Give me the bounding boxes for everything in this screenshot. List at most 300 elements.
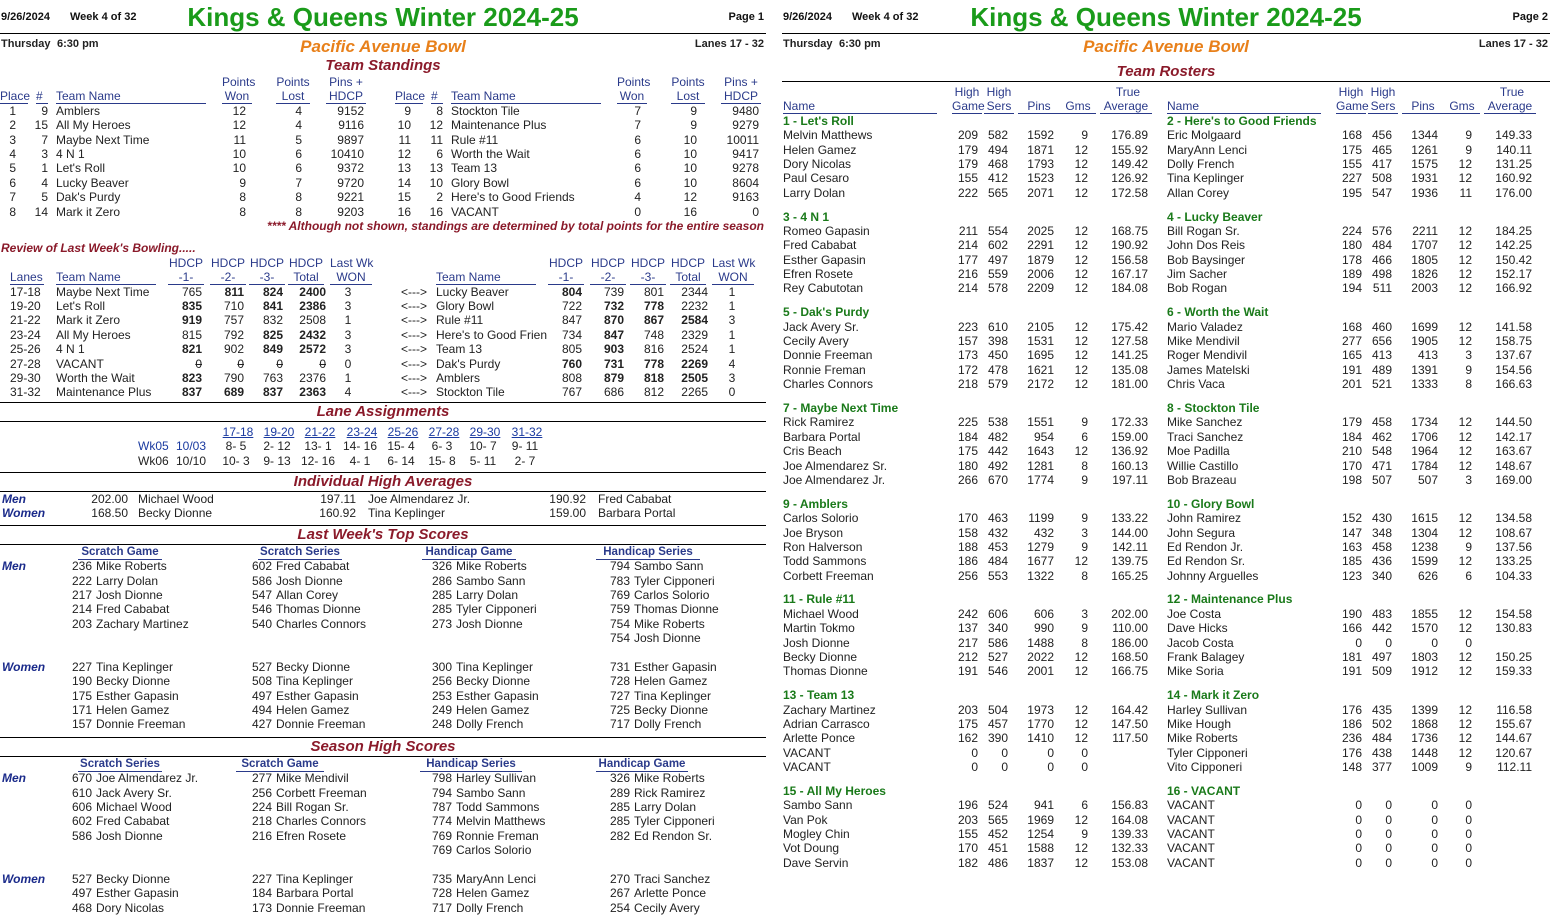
- high-game: 222: [957, 185, 978, 200]
- game2: 790: [223, 371, 244, 386]
- high-series: 579: [987, 377, 1008, 392]
- games: 12: [1074, 855, 1088, 870]
- player-name: Charles Connors: [783, 377, 874, 392]
- true-average: 126.92: [1111, 171, 1148, 186]
- true-average: 164.08: [1111, 812, 1148, 827]
- games: 12: [1074, 252, 1088, 267]
- roster-player-row: [782, 186, 1550, 200]
- true-average: 144.00: [1111, 525, 1148, 540]
- true-average: 130.83: [1495, 621, 1532, 636]
- standings-row: [0, 205, 766, 219]
- high-series: 462: [1371, 429, 1392, 444]
- spacer: [782, 583, 1550, 592]
- season-high-scores: [0, 756, 766, 915]
- bowler-name: Harley Sullivan: [456, 771, 537, 786]
- matchup: 9- 11: [511, 439, 539, 454]
- high-game: 218: [957, 377, 978, 392]
- men-score-row: [0, 786, 766, 800]
- high-game: 242: [957, 606, 978, 621]
- game1: 815: [181, 327, 202, 342]
- game3: 812: [643, 385, 664, 400]
- pins: 1391: [1411, 362, 1438, 377]
- true-average: 167.17: [1111, 267, 1148, 282]
- won-header: Won: [222, 89, 252, 104]
- score: 285: [431, 587, 452, 602]
- average: 197.11: [320, 491, 356, 506]
- bowler-name: Sambo Sann: [456, 785, 526, 800]
- roster-player-row: [782, 746, 1550, 760]
- high-series: 450: [987, 348, 1008, 363]
- men-label: Men: [2, 771, 26, 786]
- bowler-name: Larry Dolan: [634, 800, 697, 815]
- header-divider: [782, 33, 1550, 34]
- pins: 0: [1431, 841, 1438, 856]
- high-series: 458: [1371, 415, 1392, 430]
- points-won: 7: [634, 103, 641, 118]
- points-won: 10: [232, 161, 246, 176]
- report-date: 9/26/2024: [1, 11, 50, 23]
- game2-header: -2-: [210, 270, 246, 285]
- total: 2584: [681, 313, 708, 328]
- place: 3: [9, 132, 16, 147]
- team-name-row: [782, 688, 1550, 702]
- lane-pair: 31-32: [10, 385, 41, 400]
- pins: 507: [1417, 472, 1438, 487]
- roster-player-row: [782, 664, 1550, 678]
- points-lost: 4: [295, 103, 302, 118]
- bowler-name: Becky Dionne: [96, 871, 171, 886]
- games: 9: [1081, 128, 1088, 143]
- hdcp-header: HDCP: [288, 255, 323, 270]
- true-average: 127.58: [1111, 334, 1148, 349]
- lane-pair-link: 31-32: [511, 424, 543, 439]
- team-name: 10 - Glory Bowl: [1167, 496, 1255, 511]
- high-game: 173: [957, 348, 978, 363]
- bowler-name: Esther Gapasin: [96, 886, 179, 901]
- team-name: 9 - Amblers: [783, 496, 848, 511]
- high-series: 497: [987, 252, 1008, 267]
- average: 190.92: [549, 491, 586, 506]
- women-score-row: [0, 901, 766, 915]
- standings-row: [0, 118, 766, 132]
- bowling-center: Pacific Avenue Bowl: [1083, 37, 1249, 56]
- score: 546: [251, 602, 272, 617]
- game3-header: -3-: [630, 270, 666, 285]
- team-number: 3: [41, 146, 48, 161]
- high-game: 148: [1341, 760, 1362, 775]
- high-series: 390: [987, 731, 1008, 746]
- men-high-average-row: [0, 492, 766, 506]
- true-average: 110.00: [1112, 621, 1148, 636]
- pins: 2003: [1411, 281, 1438, 296]
- team-name: 14 - Mark it Zero: [1167, 688, 1260, 703]
- high-series: 438: [1371, 745, 1392, 760]
- bowler-name: Mike Roberts: [634, 616, 705, 631]
- pins: 1599: [1411, 554, 1438, 569]
- place: 16: [397, 204, 411, 219]
- team-number: 10: [429, 175, 443, 190]
- games: 12: [1458, 171, 1472, 186]
- games: 12: [1074, 223, 1088, 238]
- bowler-name: Mike Roberts: [456, 559, 527, 574]
- men-score-row: [0, 814, 766, 828]
- score: 218: [251, 814, 272, 829]
- high-game: 189: [1341, 267, 1362, 282]
- game1: 722: [561, 299, 582, 314]
- team-name: 12 - Maintenance Plus: [1167, 592, 1293, 607]
- true-average: 175.42: [1111, 319, 1148, 334]
- team-name-row: [782, 784, 1550, 798]
- score: 725: [609, 703, 630, 718]
- high-series: 456: [1371, 128, 1392, 143]
- hdcp-header: HDCP: [630, 255, 665, 270]
- high-game: 170: [957, 511, 978, 526]
- true-average: 186.00: [1111, 635, 1148, 650]
- true-average: 176.89: [1111, 128, 1148, 143]
- points-lost: 8: [295, 204, 302, 219]
- game3-header: -3-: [249, 270, 285, 285]
- high-game: 168: [1341, 128, 1362, 143]
- high-game: 172: [957, 362, 978, 377]
- average-header: Average: [1100, 99, 1152, 114]
- roster-player-row: [782, 143, 1550, 157]
- true-average: 117.50: [1112, 731, 1148, 746]
- pins: 1523: [1027, 171, 1054, 186]
- high-series: 527: [987, 650, 1008, 665]
- standings-note: **** Although not shown, standings are determined by total points for the entire season: [267, 218, 764, 233]
- bowler-name: Fred Cababat: [276, 559, 350, 574]
- high-game: 184: [957, 429, 978, 444]
- men-score-row: [0, 559, 766, 573]
- high-game: 123: [1341, 568, 1362, 583]
- high-game: 177: [957, 252, 978, 267]
- games: 12: [1074, 554, 1088, 569]
- true-average: 120.67: [1495, 745, 1532, 760]
- high-game: 158: [957, 525, 978, 540]
- score: 203: [71, 616, 92, 631]
- true-average: 202.00: [1111, 606, 1148, 621]
- place: 5: [9, 161, 16, 176]
- games: 0: [1081, 760, 1088, 775]
- pins: 2071: [1027, 185, 1054, 200]
- high-game: 217: [957, 635, 978, 650]
- lanes-header: Lanes: [10, 270, 43, 285]
- high-series: 576: [1371, 223, 1392, 238]
- hdcp-header: HDCP: [721, 89, 761, 104]
- games: 12: [1074, 650, 1088, 665]
- game2: 731: [603, 356, 624, 371]
- games: 12: [1458, 223, 1472, 238]
- score: 547: [251, 587, 272, 602]
- bowler-name: Ronnie Freman: [456, 828, 539, 843]
- page-number: Page 1: [728, 11, 764, 23]
- pins: 0: [1047, 745, 1054, 760]
- high-header: High: [1338, 85, 1364, 99]
- versus-arrow: <--->: [400, 299, 427, 314]
- matchup: 10- 3: [222, 453, 250, 468]
- score: 227: [71, 659, 92, 674]
- player-name: Todd Sammons: [783, 554, 867, 569]
- true-average: 134.58: [1495, 511, 1532, 526]
- player-name: Larry Dolan: [783, 185, 846, 200]
- games: 12: [1458, 731, 1472, 746]
- points-lost: 5: [295, 132, 302, 147]
- high-series: 486: [987, 855, 1008, 870]
- true-average: 154.56: [1495, 362, 1532, 377]
- true-average: 172.33: [1111, 415, 1148, 430]
- standings-header-top: [0, 75, 766, 89]
- score: 783: [609, 573, 630, 588]
- pins: 1281: [1027, 458, 1054, 473]
- team-name: Stockton Tile: [451, 103, 520, 118]
- points-lost: 6: [295, 146, 302, 161]
- pins-hdcp: 9152: [337, 103, 364, 118]
- high-game: 214: [957, 281, 978, 296]
- team-name-row: [782, 592, 1550, 606]
- team-name: Rule #11: [451, 132, 499, 147]
- score: 282: [609, 828, 630, 843]
- true-average: 144.67: [1495, 731, 1532, 746]
- player-name: Jack Avery Sr.: [783, 319, 859, 334]
- pins-hdcp: 9203: [337, 204, 364, 219]
- score: 285: [609, 814, 630, 829]
- pins: 0: [1431, 798, 1438, 813]
- women-score-row: [0, 689, 766, 703]
- won-header: WON: [330, 270, 372, 285]
- games: 12: [1458, 664, 1472, 679]
- score: 497: [251, 688, 272, 703]
- games: 12: [1458, 650, 1472, 665]
- bowler-name: Zachary Martinez: [96, 616, 189, 631]
- bowler-name: Tyler Cipponeri: [456, 602, 537, 617]
- high-game: 155: [957, 827, 978, 842]
- player-name: Mario Valadez: [1167, 319, 1243, 334]
- pins: 1254: [1027, 827, 1054, 842]
- high-game: 195: [1341, 185, 1362, 200]
- player-name: Paul Cesaro: [783, 171, 850, 186]
- pins: 1399: [1411, 702, 1438, 717]
- true-average: 158.75: [1495, 334, 1532, 349]
- player-name: Eric Molgaard: [1167, 128, 1242, 143]
- lane-week-row: [0, 454, 766, 468]
- high-game: 176: [1341, 745, 1362, 760]
- team-number: 6: [436, 146, 443, 161]
- high-series: 398: [987, 334, 1008, 349]
- true-header: True: [1115, 85, 1141, 99]
- player-name: Jim Sacher: [1167, 267, 1228, 282]
- bowler-name: Barbara Portal: [598, 506, 676, 521]
- score: 586: [251, 573, 272, 588]
- high-game: 157: [957, 334, 978, 349]
- pins: 1973: [1027, 702, 1054, 717]
- total: 2508: [299, 313, 326, 328]
- game1: 919: [181, 313, 202, 328]
- score: 273: [431, 616, 452, 631]
- pins-hdcp: 8604: [732, 175, 759, 190]
- game1: 847: [561, 313, 582, 328]
- high-series: 451: [987, 841, 1008, 856]
- true-average: 181.00: [1111, 377, 1148, 392]
- high-game: 188: [957, 539, 978, 554]
- high-series: 497: [1371, 650, 1392, 665]
- bowler-name: Melvin Matthews: [456, 814, 546, 829]
- points-won: 8: [239, 204, 246, 219]
- pins-hdcp: 9720: [337, 175, 364, 190]
- true-average: 139.75: [1111, 554, 1148, 569]
- player-name: Adrian Carrasco: [783, 716, 870, 731]
- high-series: 478: [987, 362, 1008, 377]
- true-average: 132.33: [1111, 841, 1148, 856]
- high-game: 196: [957, 798, 978, 813]
- score: 254: [609, 900, 630, 915]
- bowler-name: Tina Keplinger: [634, 688, 711, 703]
- matchup: 9- 13: [263, 453, 291, 468]
- team-name: Maintenance Plus: [56, 385, 152, 400]
- team-name: Mark it Zero: [56, 313, 121, 328]
- pins: 1969: [1027, 812, 1054, 827]
- true-average: 176.00: [1495, 185, 1532, 200]
- games: 12: [1458, 554, 1472, 569]
- games: 12: [1458, 444, 1472, 459]
- high-game: 186: [957, 554, 978, 569]
- men-score-row: [0, 574, 766, 588]
- team-name: 4 N 1: [56, 146, 85, 161]
- points-lost: 10: [683, 175, 697, 190]
- high-game: 0: [1355, 855, 1362, 870]
- score: 497: [71, 886, 92, 901]
- high-game: 147: [1341, 525, 1362, 540]
- player-name: MaryAnn Lenci: [1167, 142, 1248, 157]
- team-number: 16: [429, 204, 443, 219]
- games: 9: [1081, 621, 1088, 636]
- average: 160.92: [319, 506, 356, 521]
- bowler-name: Mike Roberts: [96, 559, 167, 574]
- roster-player-row: [782, 128, 1550, 142]
- player-name: Bob Baysinger: [1167, 252, 1246, 267]
- pins: 1805: [1411, 252, 1438, 267]
- points-lost: 16: [683, 204, 697, 219]
- games: 8: [1081, 635, 1088, 650]
- high-series: 507: [1371, 472, 1392, 487]
- pins: 1793: [1027, 156, 1054, 171]
- high-series: 670: [987, 472, 1008, 487]
- player-name: VACANT: [783, 745, 831, 760]
- review-table: [0, 256, 766, 400]
- points-lost: 10: [683, 132, 697, 147]
- high-series: 465: [1371, 142, 1392, 157]
- points-won: 12: [232, 118, 246, 133]
- won: 1: [728, 342, 736, 357]
- last-week-header: Last Wk: [330, 255, 374, 270]
- player-name: VACANT: [1167, 798, 1215, 813]
- hdcp-header: HDCP: [168, 255, 203, 270]
- score: 256: [251, 785, 272, 800]
- pins: 1936: [1411, 185, 1438, 200]
- bowler-name: Allan Corey: [276, 587, 339, 602]
- score-column-header: Handicap Series: [420, 757, 522, 772]
- team-number: 9: [41, 103, 48, 118]
- score: 175: [71, 688, 92, 703]
- game1: 765: [181, 284, 202, 299]
- week-label: Wk05: [138, 439, 169, 454]
- won: 3: [344, 299, 352, 314]
- games: 0: [1465, 798, 1472, 813]
- pins: 1615: [1411, 511, 1438, 526]
- top-scores-title: Last Week's Top Scores: [0, 525, 766, 544]
- score: 214: [71, 602, 92, 617]
- games: 12: [1074, 319, 1088, 334]
- high-game: 216: [957, 267, 978, 282]
- pins: 413: [1417, 348, 1438, 363]
- hdcp-header: HDCP: [326, 89, 366, 104]
- high-series: 509: [1371, 664, 1392, 679]
- games: 0: [1081, 745, 1088, 760]
- versus-arrow: <--->: [400, 371, 427, 386]
- player-name: Dave Servin: [783, 855, 849, 870]
- men-score-row: [0, 771, 766, 785]
- roster-player-row: [782, 430, 1550, 444]
- score: 285: [609, 800, 630, 815]
- matchup: 6- 3: [431, 439, 453, 454]
- men-label: Men: [2, 559, 26, 574]
- player-name: Barbara Portal: [783, 429, 861, 444]
- player-name: Mike Sanchez: [1167, 415, 1243, 430]
- matchup: 8- 5: [225, 439, 247, 454]
- true-average: 166.92: [1495, 281, 1532, 296]
- men-score-row: [0, 588, 766, 602]
- team-number: 14: [34, 204, 48, 219]
- pins: 1707: [1411, 238, 1438, 253]
- score-column-header: Handicap Game: [422, 545, 516, 560]
- score: 300: [431, 659, 452, 674]
- team-name-header: Team Name: [56, 270, 156, 285]
- pins: 432: [1033, 525, 1054, 540]
- games-header: Gms: [1444, 99, 1480, 114]
- men-score-row: [0, 602, 766, 616]
- high-game: 175: [1341, 142, 1362, 157]
- score: 157: [71, 717, 92, 732]
- week-date: 10/10: [176, 453, 207, 468]
- player-name: Joe Almendarez Jr.: [783, 472, 886, 487]
- game3: 832: [262, 313, 283, 328]
- high-series: 412: [987, 171, 1008, 186]
- team-name: Team 13: [436, 342, 483, 357]
- bowler-name: Rick Ramirez: [634, 785, 706, 800]
- high-game: 256: [957, 568, 978, 583]
- score: 494: [251, 703, 272, 718]
- review-row: [0, 313, 766, 327]
- bowler-name: Donnie Freeman: [276, 717, 366, 732]
- bowler-name: Esther Gapasin: [456, 688, 539, 703]
- high-game: 179: [1341, 415, 1362, 430]
- roster-player-row: [782, 731, 1550, 745]
- score: 277: [251, 771, 272, 786]
- roster-player-row: [782, 171, 1550, 185]
- lane-pair-link: 27-28: [428, 424, 460, 439]
- women-score-row: [0, 703, 766, 717]
- high-game: 266: [957, 472, 978, 487]
- pins: 606: [1033, 606, 1054, 621]
- bowler-name: Mike Roberts: [634, 771, 705, 786]
- pins: 2001: [1027, 664, 1054, 679]
- score: 326: [431, 559, 452, 574]
- high-series: 0: [1385, 798, 1392, 813]
- lane-pair: 29-30: [10, 371, 41, 386]
- player-name: VACANT: [1167, 827, 1215, 842]
- league-time: 6:30 pm: [57, 38, 99, 50]
- true-average: 112.11: [1497, 760, 1532, 775]
- matchup: 10- 7: [469, 439, 497, 454]
